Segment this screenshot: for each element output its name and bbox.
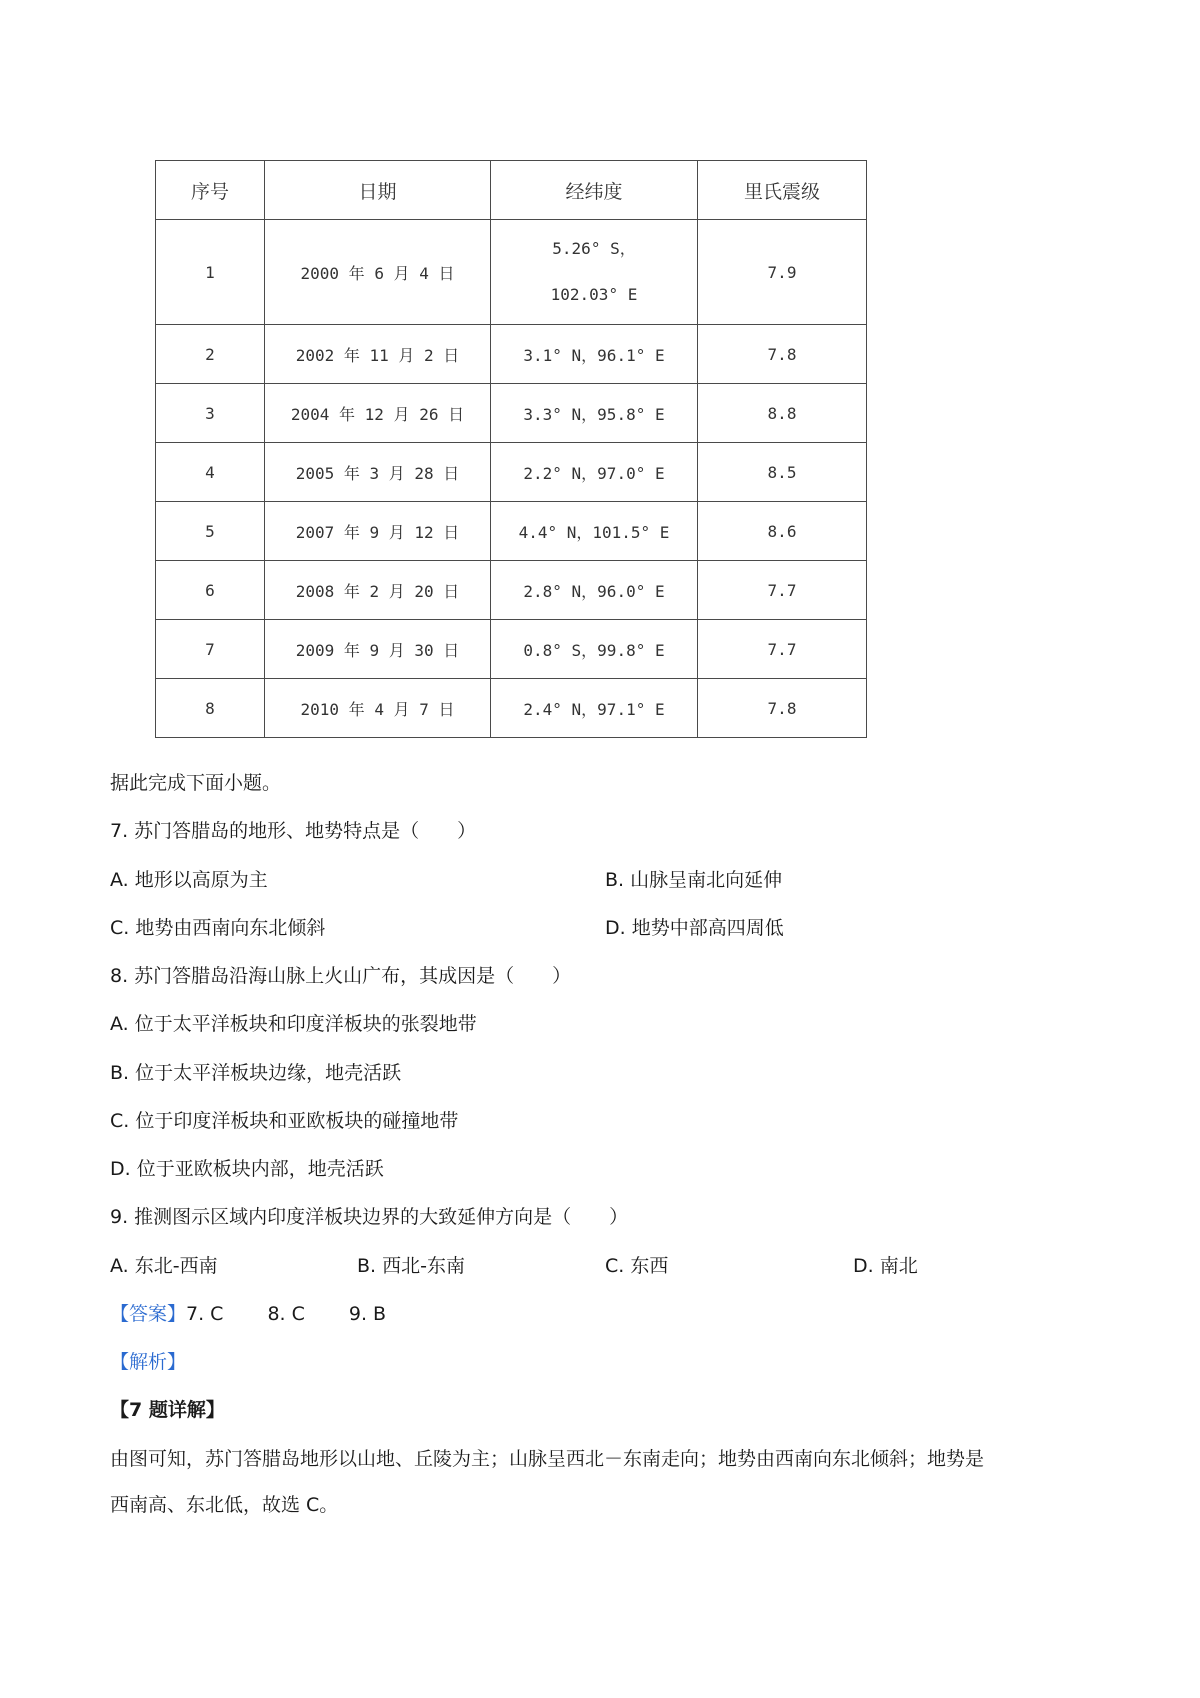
answer-item: 8. C xyxy=(267,1303,305,1325)
cell-no: 4 xyxy=(156,443,265,502)
cell-mag: 7.7 xyxy=(698,561,867,620)
cell-mag: 7.9 xyxy=(698,220,867,325)
analysis-label: 【解析】 xyxy=(110,1351,187,1373)
q9-option-d: D. 南北 xyxy=(853,1255,918,1277)
cell-coord: 4.4° N，101.5° E xyxy=(491,502,698,561)
q7-option-b: B. 山脉呈南北向延伸 xyxy=(605,869,783,891)
cell-date: 2002 年 11 月 2 日 xyxy=(265,325,491,384)
cell-no: 8 xyxy=(156,679,265,738)
q9-option-a: A. 东北-西南 xyxy=(110,1255,218,1277)
cell-no: 6 xyxy=(156,561,265,620)
q7-option-a: A. 地形以高原为主 xyxy=(110,869,268,891)
table-row xyxy=(156,443,867,502)
cell-coord: 2.2° N，97.0° E xyxy=(491,443,698,502)
cell-mag: 8.5 xyxy=(698,443,867,502)
table-row xyxy=(156,220,867,325)
coord-line-1: 5.26° S， xyxy=(552,239,636,258)
cell-no: 3 xyxy=(156,384,265,443)
cell-coord xyxy=(491,220,698,325)
cell-date: 2010 年 4 月 7 日 xyxy=(265,679,491,738)
header-cell: 里氏震级 xyxy=(698,161,867,220)
explanation-line-2: 西南高、东北低，故选 C。 xyxy=(110,1494,339,1516)
cell-no: 5 xyxy=(156,502,265,561)
cell-date: 2008 年 2 月 20 日 xyxy=(265,561,491,620)
explanation-line-1: 由图可知，苏门答腊岛地形以山地、丘陵为主；山脉呈西北－东南走向；地势由西南向东北倾斜；地势是 xyxy=(110,1448,985,1470)
header-cell: 日期 xyxy=(265,161,491,220)
q8-option-a: A. 位于太平洋板块和印度洋板块的张裂地带 xyxy=(110,1013,477,1035)
q9-option-c: C. 东西 xyxy=(605,1255,669,1277)
table-row xyxy=(156,561,867,620)
table-header-row xyxy=(156,161,867,220)
cell-mag: 7.8 xyxy=(698,325,867,384)
intro-text: 据此完成下面小题。 xyxy=(110,772,282,794)
cell-no: 7 xyxy=(156,620,265,679)
answer-item: 9. B xyxy=(348,1303,387,1325)
answer-label: 【答案】 xyxy=(110,1303,187,1325)
question-7-stem: 7. 苏门答腊岛的地形、地势特点是（ ） xyxy=(110,820,477,842)
cell-coord: 3.3° N，95.8° E xyxy=(491,384,698,443)
table-row xyxy=(156,502,867,561)
answer-line xyxy=(110,1302,430,1326)
cell-coord: 0.8° S，99.8° E xyxy=(491,620,698,679)
answer-item: 7. C xyxy=(186,1303,224,1325)
q7-option-d: D. 地势中部高四周低 xyxy=(605,917,784,939)
cell-date: 2004 年 12 月 26 日 xyxy=(265,384,491,443)
q9-option-b: B. 西北-东南 xyxy=(357,1255,465,1277)
header-cell: 序号 xyxy=(156,161,265,220)
detail-7-title: 【7 题详解】 xyxy=(110,1399,225,1421)
table-row xyxy=(156,679,867,738)
cell-coord: 3.1° N，96.1° E xyxy=(491,325,698,384)
cell-date: 2009 年 9 月 30 日 xyxy=(265,620,491,679)
table-row xyxy=(156,325,867,384)
cell-coord: 2.8° N，96.0° E xyxy=(491,561,698,620)
coord-line-2: 102.03° E xyxy=(550,285,638,304)
q8-option-b: B. 位于太平洋板块边缘，地壳活跃 xyxy=(110,1062,402,1084)
cell-coord: 2.4° N，97.1° E xyxy=(491,679,698,738)
q7-option-c: C. 地势由西南向东北倾斜 xyxy=(110,917,326,939)
cell-mag: 7.7 xyxy=(698,620,867,679)
cell-date: 2007 年 9 月 12 日 xyxy=(265,502,491,561)
cell-date: 2000 年 6 月 4 日 xyxy=(265,220,491,325)
cell-mag: 8.6 xyxy=(698,502,867,561)
q8-option-c: C. 位于印度洋板块和亚欧板块的碰撞地带 xyxy=(110,1110,459,1132)
question-9-stem: 9. 推测图示区域内印度洋板块边界的大致延伸方向是（ ） xyxy=(110,1206,629,1228)
cell-date: 2005 年 3 月 28 日 xyxy=(265,443,491,502)
question-8-stem: 8. 苏门答腊岛沿海山脉上火山广布，其成因是（ ） xyxy=(110,965,572,987)
earthquake-table xyxy=(155,160,867,738)
table-row xyxy=(156,620,867,679)
detail-7-explanation xyxy=(110,1436,1110,1528)
cell-no: 2 xyxy=(156,325,265,384)
header-cell: 经纬度 xyxy=(491,161,698,220)
cell-mag: 8.8 xyxy=(698,384,867,443)
cell-mag: 7.8 xyxy=(698,679,867,738)
table-row xyxy=(156,384,867,443)
cell-no: 1 xyxy=(156,220,265,325)
q8-option-d: D. 位于亚欧板块内部，地壳活跃 xyxy=(110,1158,384,1180)
